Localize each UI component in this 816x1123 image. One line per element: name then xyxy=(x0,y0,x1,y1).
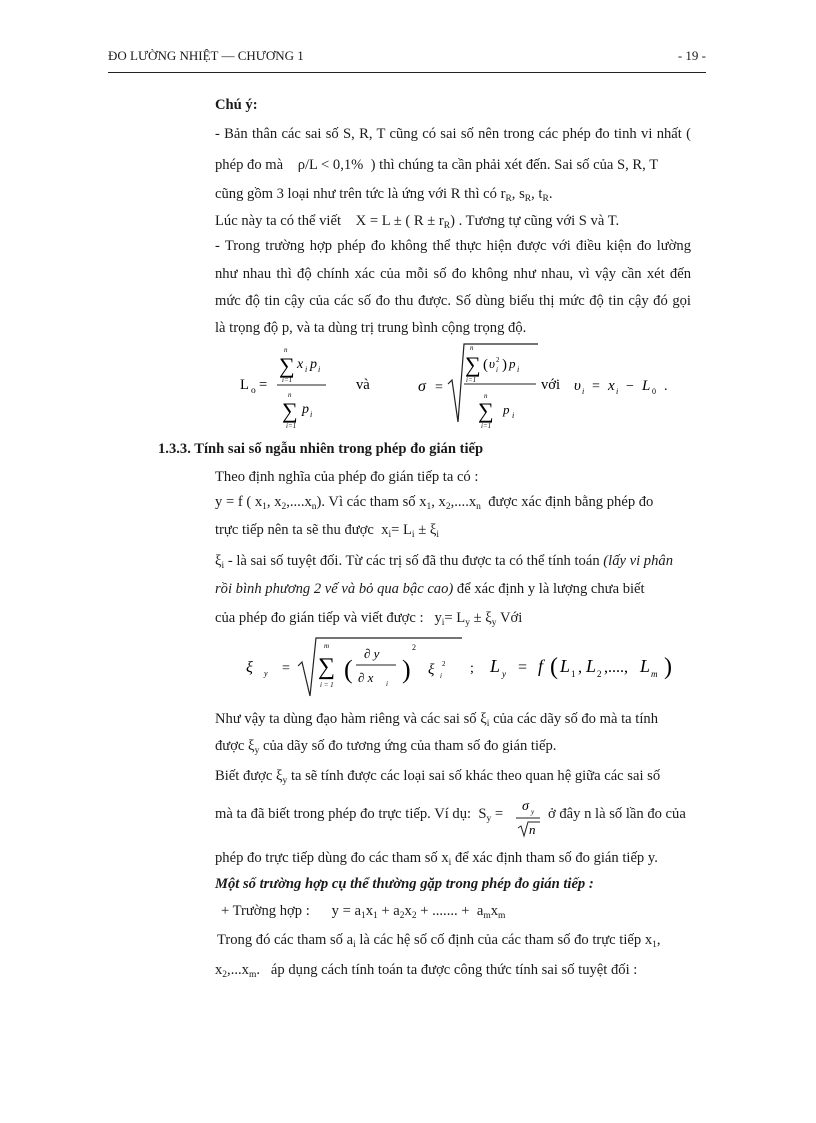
svg-text:i: i xyxy=(582,387,585,396)
svg-text:i: i xyxy=(305,365,308,374)
header-title: ĐO LƯỜNG NHIỆT — CHƯƠNG 1 xyxy=(108,48,304,63)
svg-text:i: i xyxy=(496,366,498,374)
note-line-4: Lúc này ta có thể viết X = L ± ( $R \pm r_R$) . Tương tự cũng với S và T. xyxy=(215,213,620,231)
svg-text:i = 1: i = 1 xyxy=(320,681,334,689)
svg-text:2: 2 xyxy=(597,669,602,679)
svg-text:i: i xyxy=(616,387,619,396)
svg-text:∑: ∑ xyxy=(282,398,298,423)
svg-text:υ: υ xyxy=(489,356,495,371)
para2-line-1: - Trong trường hợp phép đo không thể thực hiện được với điều kiện đo lường xyxy=(215,238,691,254)
svg-text:=: = xyxy=(259,377,268,393)
svg-text:i: i xyxy=(386,680,388,688)
header-rule xyxy=(108,72,706,73)
svg-text:n: n xyxy=(484,392,488,400)
svg-text:i=1: i=1 xyxy=(466,376,477,384)
formula-with: với xyxy=(541,377,561,393)
note-line-1: - Bản thân các sai số S, R, T cũng có sai số nên trong các phép đo tinh vi nhất ( xyxy=(215,126,691,142)
svg-text:2: 2 xyxy=(496,356,500,364)
svg-text:i: i xyxy=(318,365,321,374)
svg-text:σ: σ xyxy=(418,378,426,395)
svg-text:p: p xyxy=(503,402,510,417)
page-number: - 19 - xyxy=(677,48,706,63)
para4-line-4-end: ở đây n là số lần đo của xyxy=(548,806,686,822)
formula-and: và xyxy=(356,377,370,393)
svg-text:∂ x: ∂ x xyxy=(358,670,374,685)
formula-L-symbol: L xyxy=(240,377,249,393)
svg-text:(: ( xyxy=(550,654,558,680)
svg-text:i=1: i=1 xyxy=(282,376,293,384)
svg-text:∑: ∑ xyxy=(465,352,481,377)
para4-line-4: mà ta đã biết trong phép đo trực tiếp. Ví dụ: $S_y$ = xyxy=(215,806,504,824)
svg-text:υ: υ xyxy=(574,378,581,394)
para4-line-5: phép đo trực tiếp dùng đo các tham số $x_i$ để xác định tham số đo gián tiếp y. xyxy=(215,850,658,868)
para3-line-6: của phép đo gián tiếp và viết được : $y_i= L_y \pm \xi_y$ Với xyxy=(215,610,523,628)
svg-text:.: . xyxy=(664,379,668,394)
para5-line-2: Trong đó các tham số $a_i$ là các hệ số cố định của các tham số đo trực tiếp $x_1$, xyxy=(217,932,661,950)
svg-text:L: L xyxy=(642,378,651,394)
svg-text:∑: ∑ xyxy=(318,654,336,680)
para3-line-1: Theo định nghĩa của phép đo gián tiếp ta có : xyxy=(215,469,479,485)
para3-line-5: rồi bình phương 2 vế và bỏ qua bậc cao) để xác định y là lượng chưa biết xyxy=(215,581,645,597)
para4-line-3: Biết được $\xi_y$ ta sẽ tính được các loại sai số khác theo quan hệ giữa các sai số xyxy=(215,768,661,786)
para4-line-2: được $\xi_y$ của dãy số đo tương ứng của tham số đo gián tiếp. xyxy=(215,738,557,756)
svg-text:L: L xyxy=(586,656,597,676)
svg-text:L: L xyxy=(640,656,651,676)
svg-text:i: i xyxy=(512,411,515,420)
svg-text:): ) xyxy=(664,654,672,680)
svg-text:i=1: i=1 xyxy=(286,422,297,430)
svg-text:,: , xyxy=(578,659,582,676)
svg-text:f: f xyxy=(538,656,544,676)
note-line-2: phép đo mà ρ/L < 0,1% ) thì chúng ta cần phải xét đến. Sai số của S, R, T xyxy=(215,157,659,173)
formula-error-propagation xyxy=(240,632,700,698)
svg-text:m: m xyxy=(651,669,658,679)
svg-text:(: ( xyxy=(344,655,353,684)
svg-text:i: i xyxy=(517,365,520,374)
svg-text:x: x xyxy=(608,378,615,394)
special-cases-title: Một số trường hợp cụ thể thường gặp trong phép đo gián tiếp : xyxy=(215,876,594,892)
svg-text:): ) xyxy=(402,655,411,684)
svg-text:∂ y: ∂ y xyxy=(364,646,380,661)
svg-text:ξ: ξ xyxy=(246,659,253,676)
svg-text:=: = xyxy=(518,659,528,676)
note-line-3: cũng gồm 3 loại như trên tức là ứng với R thì có $r_R$, $s_R$, $t_R$. xyxy=(215,186,553,204)
svg-text:;: ; xyxy=(470,661,474,676)
case-line: + Trường hợp : $y = a_1x_1 + a_2x_2$ + ....... + $a_mx_m$ xyxy=(221,903,506,921)
svg-text:n: n xyxy=(470,344,474,352)
para3-line-3: trực tiếp nên ta sẽ thu được $x_i= L_i \pm \xi_i$ xyxy=(215,522,440,540)
svg-text:y: y xyxy=(502,669,506,679)
svg-text:2: 2 xyxy=(412,643,416,652)
svg-text:i: i xyxy=(440,672,442,680)
formula-weighted-mean xyxy=(240,340,700,430)
svg-text:,....,: ,...., xyxy=(604,659,628,676)
note-title: Chú ý: xyxy=(215,97,258,113)
svg-text:n: n xyxy=(288,391,292,399)
svg-text:1: 1 xyxy=(571,669,576,679)
svg-text:(: ( xyxy=(483,357,488,373)
para2-line-3: mức độ tin cậy của các số đo thu được. Số dùng biểu thị mức độ tin cậy đó gọi xyxy=(215,293,691,309)
svg-text:y: y xyxy=(531,808,535,816)
svg-text:=: = xyxy=(282,661,290,676)
section-heading: 1.3.3. Tính sai số ngẫu nhiên trong phép đo gián tiếp xyxy=(158,441,484,457)
svg-text:p: p xyxy=(509,356,516,371)
svg-text:2: 2 xyxy=(442,660,446,668)
para2-line-2: như nhau thì độ chính xác của mỗi số đo không như nhau, vì vậy cần xét đến xyxy=(215,266,691,282)
svg-text:o: o xyxy=(251,386,256,396)
para3-line-4: $\xi_i$ - là sai số tuyệt đối. Từ các trị số đã thu được ta có thể tính toán (lấy vi phân xyxy=(215,553,673,571)
svg-text:L: L xyxy=(490,656,501,676)
para2-line-4: là trọng độ p, và ta dùng trị trung bình cộng trọng độ. xyxy=(215,320,527,336)
svg-text:−: − xyxy=(626,379,634,394)
svg-text:∑: ∑ xyxy=(478,398,494,423)
svg-text:0: 0 xyxy=(652,387,656,396)
svg-text:i: i xyxy=(310,410,313,419)
svg-text:m: m xyxy=(324,642,330,650)
svg-text:p: p xyxy=(302,402,309,417)
svg-text:y: y xyxy=(264,669,268,678)
svg-text:∑: ∑ xyxy=(279,353,295,378)
svg-text:=: = xyxy=(435,380,443,395)
para4-line-1: Như vậy ta dùng đạo hàm riêng và các sai số $\xi_i$ của các dãy số đo mà ta tính xyxy=(215,711,658,729)
svg-text:L: L xyxy=(560,656,571,676)
para3-line-2: y = f ( $x_1$, $x_2,....x_n$). Vì các tham số $x_1$, $x_2,....x_n$ được xác định bằng phép đo xyxy=(215,494,654,512)
formula-sy xyxy=(510,796,550,840)
svg-text:=: = xyxy=(592,379,600,394)
svg-text:x: x xyxy=(297,357,304,372)
svg-text:p: p xyxy=(310,357,317,372)
svg-text:σ: σ xyxy=(522,799,529,814)
svg-text:n: n xyxy=(284,346,288,354)
para5-line-3: $x_2,...x_m$. áp dụng cách tính toán ta được công thức tính sai số tuyệt đối : xyxy=(215,962,638,980)
svg-text:n: n xyxy=(529,822,536,837)
svg-text:i=1: i=1 xyxy=(481,422,492,430)
svg-text:): ) xyxy=(502,357,507,373)
svg-text:ξ: ξ xyxy=(428,662,435,678)
